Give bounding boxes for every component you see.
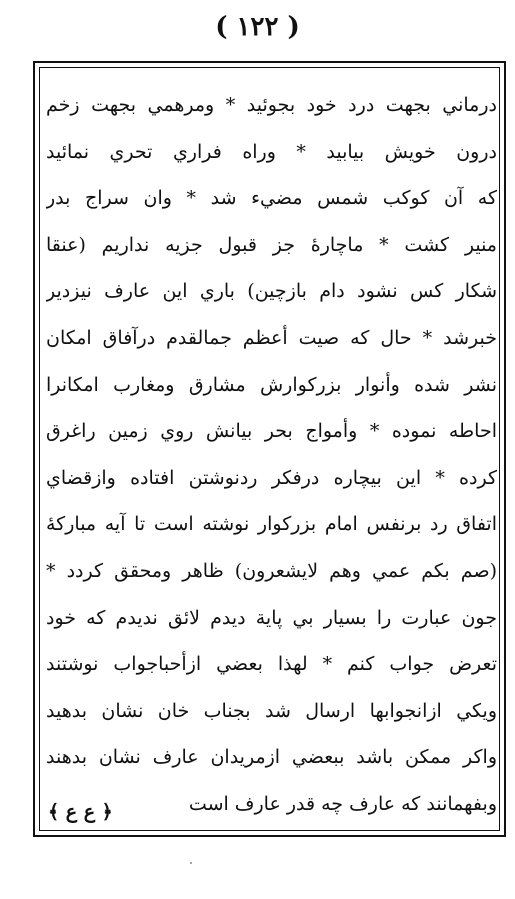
text-line: تعرض جواب كنم * لهذا بعضي ازأحباجواب نوشتند xyxy=(46,653,497,676)
text-line: ويكي ازانجوابها ارسال شد بجناب خان نشان بدهيد xyxy=(46,699,497,722)
text-line: شكار كس نشود دام بازچين) باري اين عارف نيزدير xyxy=(46,280,497,303)
text-line: منير كشت * ماچارۀ جز قبول جزيه نداريم (عنقا xyxy=(46,233,497,256)
text-line: واكر ممكن باشد ببعضي ازمريدان عارف نشان بدهند xyxy=(46,746,497,769)
text-line: اتفاق رد برنفس امام بزركوار نوشته است تا آيه مباركۀ xyxy=(46,513,497,536)
signature-mark: ﴿ ع ع ﴾ xyxy=(48,801,113,823)
text-line: احاطه نموده * وأمواج بحر بيانش روي زمين راغرق xyxy=(46,420,497,443)
paper-speck xyxy=(190,862,192,864)
text-line: نشر شده وأنوار بزركوارش مشارق ومغارب امكانرا xyxy=(46,373,497,396)
text-line: كرده * اين بيچاره درفكر ردنوشتن افتاده وازقضاي xyxy=(46,466,497,489)
body-text xyxy=(46,82,497,828)
text-line-last: وبفهمانند كه عارف چه قدر عارف است xyxy=(188,792,497,815)
text-line: درون خويش بيابيد * وراه فراري تحري نمائيد xyxy=(46,140,497,163)
text-line: (صم بكم عمي وهم لايشعرون) ظاهر ومحقق كردد * xyxy=(46,559,497,582)
text-line: جون عبارت را بسيار بي پاية ديدم لائق نديدم كه خود xyxy=(46,606,497,629)
text-line: كه آن كوكب شمس مضيء شد * وان سراج بدر xyxy=(46,187,497,210)
page-number: ( ١٢٢ ) xyxy=(215,12,300,42)
text-line: خبرشد * حال كه صيت أعظم جمالقدم درآفاق امكان xyxy=(46,326,497,349)
text-line: درماني بجهت درد خود بجوئيد * ومرهمي بجهت زخم xyxy=(46,94,497,116)
